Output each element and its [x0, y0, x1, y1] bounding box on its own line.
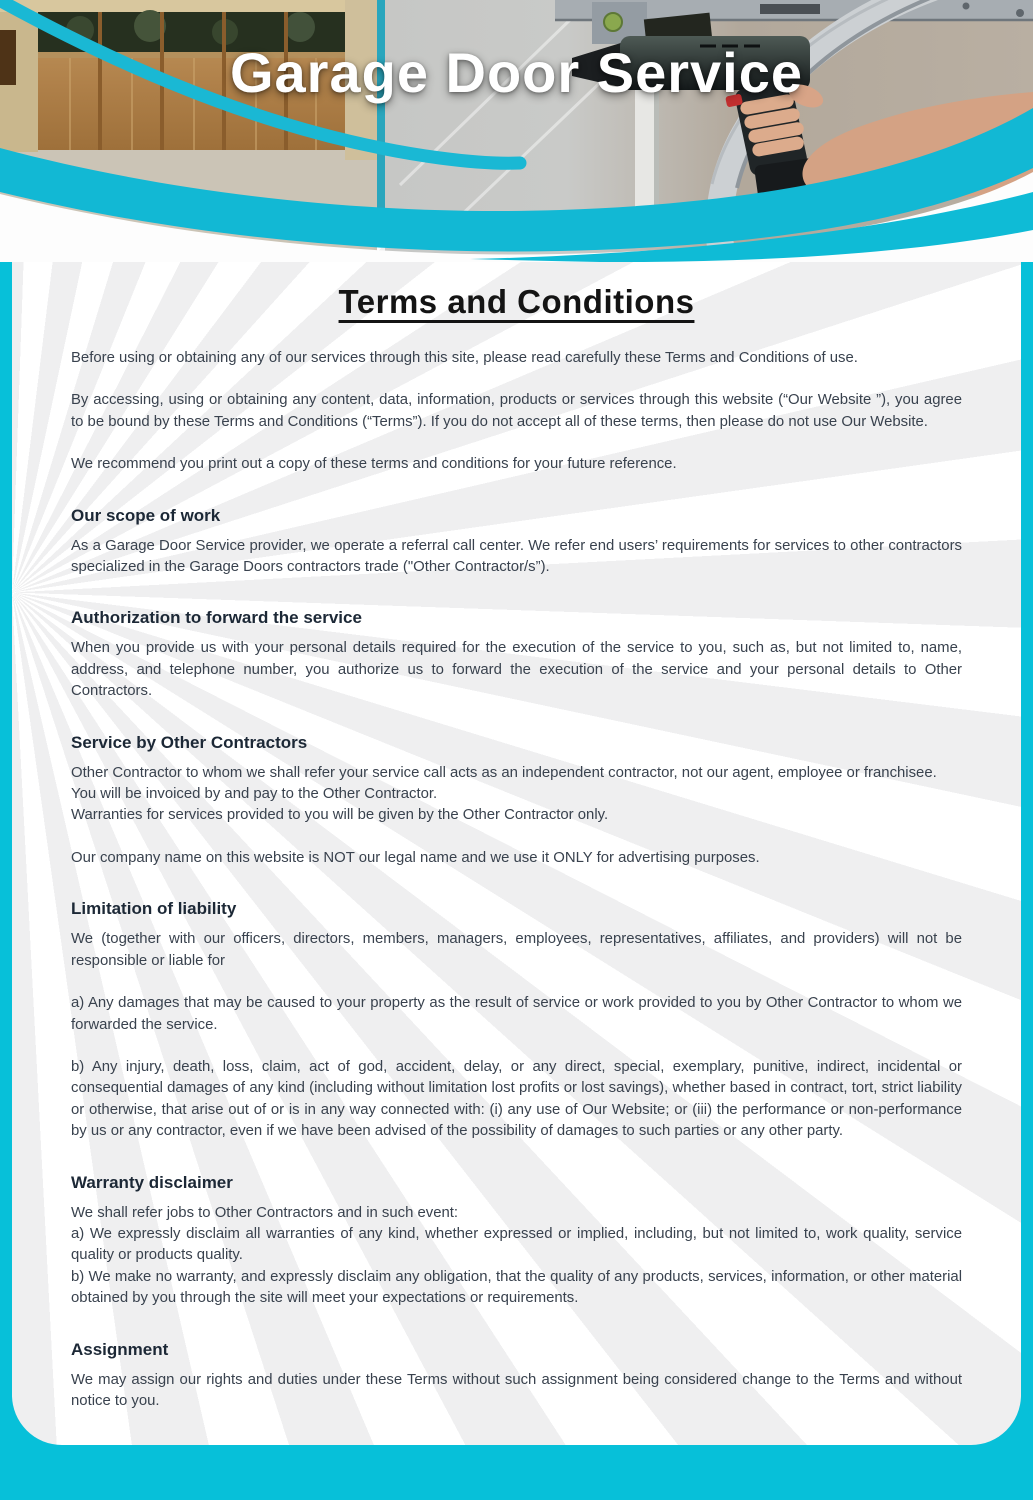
paragraph: When you provide us with your personal details required for the execution of the service to you, such as, but not limited to, name, address, and telephone number, you authorize us to forward the execution of the service and your personal details to Other Contractors.	[71, 640, 962, 700]
paragraph: As a Garage Door Service provider, we operate a referral call center. We refer end users’ requirements for services to other contractors specialized in the Garage Doors contractors trade ("Other Contractor/s”).	[71, 537, 962, 576]
section-assignment	[71, 1339, 962, 1413]
section-heading: Service by Other Contractors	[71, 732, 308, 752]
paragraph: a) We expressly disclaim all warranties of any kind, whether expressed or implied, including, but not limited to, work quality, service quality or products quality.	[71, 1225, 962, 1264]
paragraph: We may assign our rights and duties under these Terms without such assignment being considered change to the Terms and without notice to you.	[71, 1371, 962, 1409]
paragraph: Other Contractor to whom we shall refer your service call acts as an independent contractor, not our agent, employee or franchisee.	[71, 764, 937, 781]
site-title: Garage Door Service	[229, 41, 804, 104]
section-heading: Limitation of liability	[71, 899, 237, 919]
section-heading: Assignment	[71, 1339, 169, 1359]
intro-paragraph: By accessing, using or obtaining any content, data, information, products or services through this website (“Our Website ”), you agree to be bound by these Terms and Conditions (“Terms”). If you do not accept all of these terms, then please do not use Our Website.	[71, 392, 962, 430]
intro-paragraph: We recommend you print out a copy of these terms and conditions for your future reference.	[71, 456, 677, 473]
section-heading: Our scope of work	[71, 505, 221, 525]
section-scope	[71, 505, 962, 579]
paragraph: Warranties for services provided to you will be given by the Other Contractor only.	[71, 807, 609, 824]
paragraph: We (together with our officers, directors, members, managers, employees, representatives, affiliates, and providers) will not be responsible or liable for	[71, 931, 962, 969]
page-header	[0, 0, 1033, 262]
intro-paragraph: Before using or obtaining any of our services through this site, please read carefully these Terms and Conditions of use.	[71, 350, 858, 366]
paragraph: b) Any injury, death, loss, claim, act of god, accident, delay, or any direct, special, exemplary, punitive, indirect, incidental or consequential damages of any kind (including without limitation lost profits or lost savings), whether based in contract, tort, strict liability or otherwise, that arise out of or is in any way connected with: (i) any use of Our Website; or (iii) the performance or non-performance by us or any contractor, even if we have been advised of the possibility of damages to such parties or any other party.	[71, 1058, 962, 1140]
paragraph: Our company name on this website is NOT our legal name and we use it ONLY for advertising purposes.	[71, 849, 760, 866]
paragraph: We shall refer jobs to Other Contractors and in such event:	[71, 1204, 459, 1221]
section-authorization	[71, 607, 962, 702]
section-service-by-others	[71, 732, 962, 870]
photo-divider	[377, 0, 385, 240]
page-title: Terms and Conditions	[338, 283, 695, 320]
paragraph: You will be invoiced by and pay to the Other Contractor.	[71, 786, 438, 803]
section-heading: Warranty disclaimer	[71, 1172, 233, 1192]
section-heading: Authorization to forward the service	[71, 608, 362, 628]
section-limitation	[71, 898, 962, 1142]
paragraph: a) Any damages that may be caused to your property as the result of service or work provided to you by Other Contractor to whom we forwarded the service.	[71, 995, 962, 1033]
paragraph: b) We make no warranty, and expressly disclaim any obligation, that the quality of any products, services, information, or other material obtained by you through the site will meet your expectations or requirements.	[71, 1268, 962, 1307]
section-warranty	[71, 1172, 962, 1310]
